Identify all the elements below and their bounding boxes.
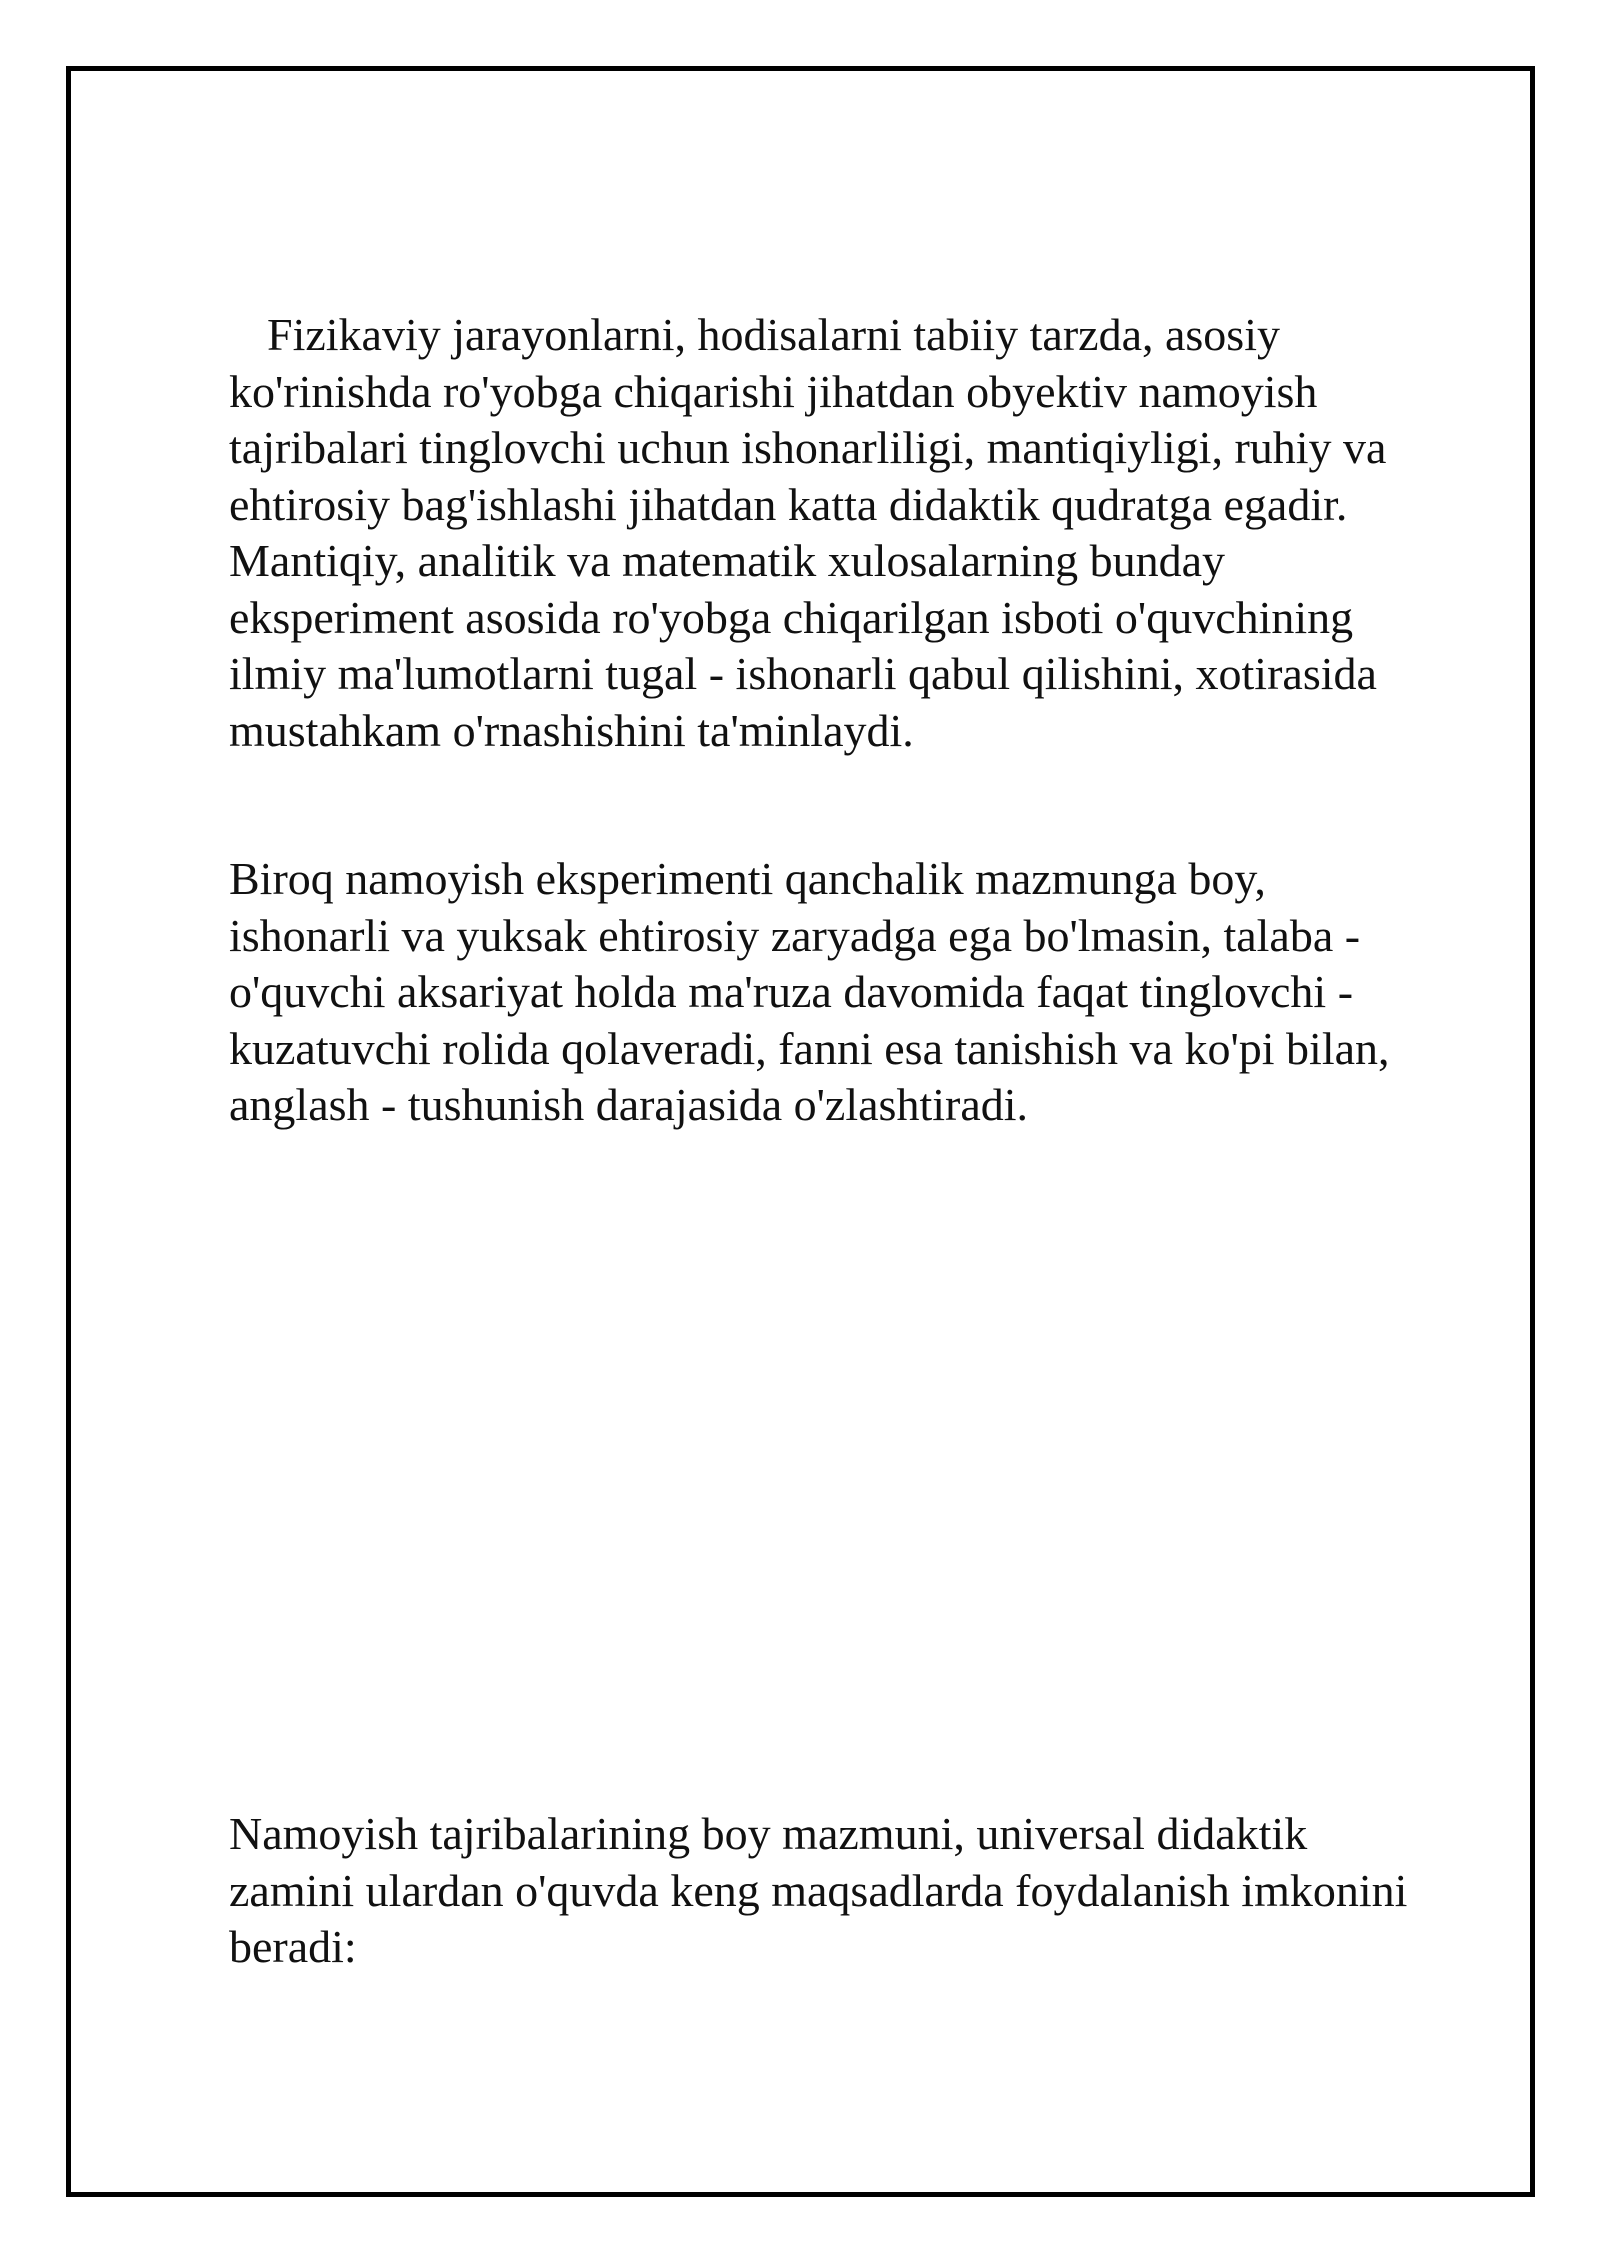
paragraph-line: Namoyish tajribalarining boy mazmuni, universal didaktik [229,1808,1308,1859]
paragraph-line: mustahkam o'rnashishini ta'minlaydi. [229,704,914,756]
paragraph-line: kuzatuvchi rolida qolaveradi, fanni esa tanishish va ko'pi bilan, [229,1022,1390,1074]
paragraph-line: beradi: [229,1921,357,1972]
paragraph-1 [229,307,1529,759]
paragraph-line: ko'rinishda ro'yobga chiqarishi jihatdan obyektiv namoyish [229,365,1318,417]
paragraph-line: ilmiy ma'lumotlarni tugal - ishonarli qabul qilishini, xotirasida [229,648,1377,699]
paragraph-2 [229,851,1529,1134]
paragraph-line: tajribalari tinglovchi uchun ishonarliligi, mantiqiyligi, ruhiy va [229,422,1387,473]
paragraph-line: Fizikaviy jarayonlarni, hodisalarni tabiiy tarzda, asosiy [267,309,1280,360]
paragraph-line: zamini ulardan o'quvda keng maqsadlarda foydalanish imkonini [229,1864,1408,1916]
paragraph-line: anglash - tushunish darajasida o'zlashtiradi. [229,1079,1029,1130]
paragraph-line: ehtirosiy bag'ishlashi jihatdan katta didaktik qudratga egadir. [229,478,1348,530]
paragraph-line: Biroq namoyish eksperimenti qanchalik mazmunga boy, [229,853,1266,904]
paragraph-line: ishonarli va yuksak ehtirosiy zaryadga ega bo'lmasin, talaba - [229,909,1361,961]
paragraph-line: eksperiment asosida ro'yobga chiqarilgan isboti o'quvchining [229,591,1354,643]
paragraph-line: Mantiqiy, analitik va matematik xulosalarning bunday [229,535,1226,586]
paragraph-3 [229,1806,1529,1976]
paragraph-line: o'quvchi aksariyat holda ma'ruza davomida faqat tinglovchi - [229,966,1354,1017]
